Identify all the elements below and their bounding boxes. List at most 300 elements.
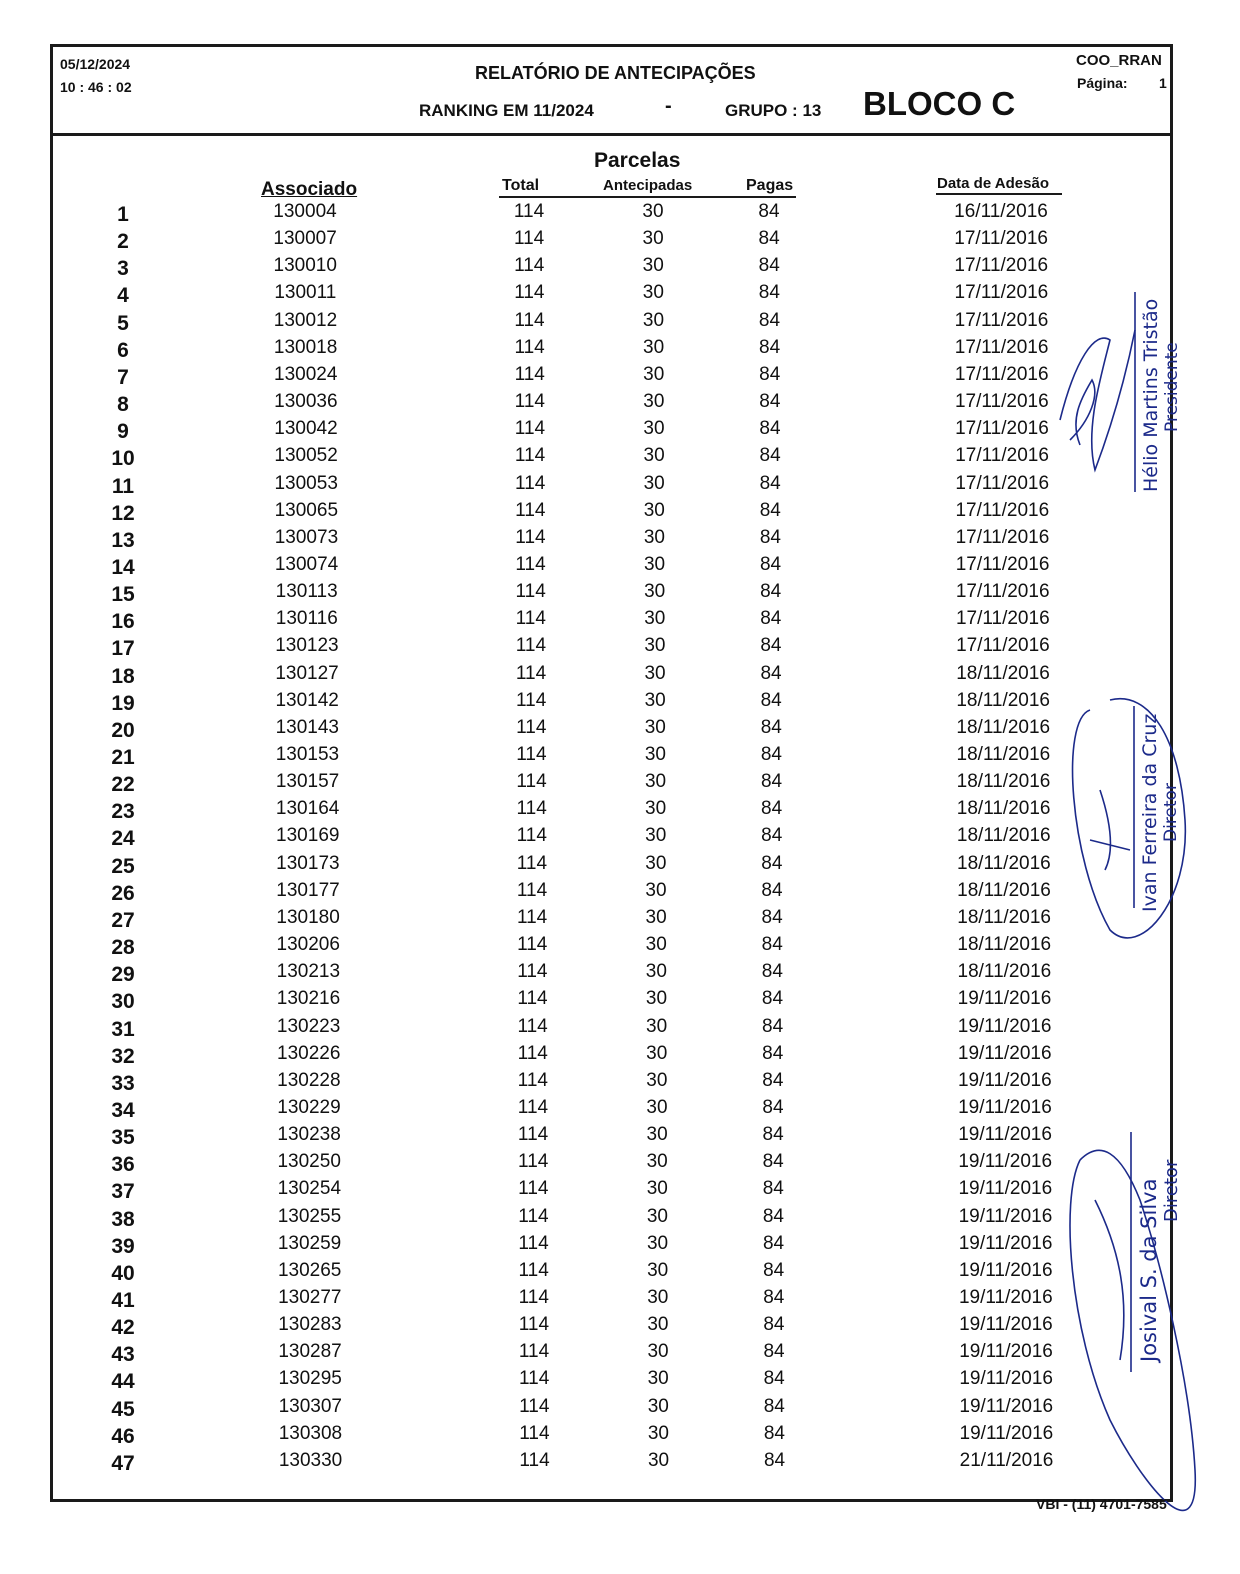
row-number: 4: [117, 284, 129, 308]
data-adesao-cell: 19/11/2016: [958, 1232, 1053, 1254]
pagas-cell: 84: [761, 879, 783, 901]
antecipadas-cell: 30: [645, 988, 668, 1010]
stamp-2-role: Diretor: [1161, 783, 1181, 842]
pagas-cell: 84: [762, 1096, 784, 1118]
row-number: 42: [111, 1316, 135, 1340]
row-number: 25: [111, 854, 135, 878]
total-cell: 114: [514, 309, 545, 331]
data-adesao-cell: 19/11/2016: [957, 1069, 1052, 1091]
total-cell: 114: [517, 1015, 548, 1037]
row-number: 31: [111, 1017, 135, 1041]
row-number: 1: [117, 203, 129, 226]
data-adesao-cell: 19/11/2016: [958, 1178, 1053, 1200]
report-code: COO_RRAN: [1076, 52, 1162, 69]
data-adesao-cell: 19/11/2016: [959, 1368, 1053, 1390]
antecipadas-cell: 30: [644, 635, 666, 657]
row-number: 45: [111, 1397, 135, 1421]
antecipadas-cell: 30: [645, 825, 667, 847]
total-cell: 114: [515, 499, 546, 521]
pagas-cell: 84: [758, 309, 781, 331]
data-adesao-cell: 18/11/2016: [956, 662, 1050, 684]
pagas-cell: 84: [762, 1232, 785, 1254]
total-cell: 114: [518, 1259, 549, 1281]
pagas-cell: 84: [760, 608, 782, 630]
total-cell: 114: [517, 1042, 548, 1064]
total-cell: 114: [516, 825, 547, 847]
pagas-cell: 84: [761, 988, 784, 1010]
antecipadas-cell: 30: [646, 1178, 668, 1200]
data-adesao-cell: 21/11/2016: [959, 1449, 1054, 1471]
data-adesao-cell: 17/11/2016: [955, 445, 1049, 467]
total-cell: 114: [518, 1178, 549, 1200]
data-adesao-cell: 17/11/2016: [955, 526, 1050, 548]
antecipadas-cell: 30: [643, 553, 666, 575]
pagas-cell: 84: [763, 1287, 785, 1308]
associado-cell: 130010: [273, 255, 337, 277]
total-cell: 114: [514, 336, 545, 358]
associado-cell: 130213: [276, 961, 341, 983]
row-number: 8: [117, 393, 129, 417]
associado-cell: 130127: [275, 662, 339, 684]
pagas-cell: 84: [760, 662, 782, 684]
total-cell: 114: [516, 744, 547, 765]
antecipadas-cell: 30: [647, 1314, 669, 1336]
row-number: 17: [111, 637, 135, 661]
antecipadas-cell: 30: [646, 1205, 668, 1227]
antecipadas-cell: 30: [642, 309, 665, 331]
associado-cell: 130169: [276, 825, 340, 847]
data-adesao-cell: 18/11/2016: [956, 825, 1051, 847]
row-number: 21: [111, 746, 135, 769]
associado-cell: 130073: [274, 526, 339, 548]
row-number: 28: [111, 936, 135, 960]
data-adesao-cell: 19/11/2016: [959, 1395, 1054, 1417]
antecipadas-cell: 30: [644, 689, 666, 711]
antecipadas-cell: 30: [645, 879, 667, 901]
associado-cell: 130259: [277, 1232, 342, 1254]
data-adesao-cell: 19/11/2016: [958, 1151, 1053, 1173]
associado-cell: 130283: [278, 1314, 342, 1336]
report-time: 10 : 46 : 02: [60, 79, 132, 95]
row-number: 2: [117, 230, 129, 254]
data-adesao-cell: 17/11/2016: [955, 608, 1050, 630]
row-number: 10: [111, 447, 135, 471]
data-adesao-cell: 18/11/2016: [957, 961, 1052, 983]
page-number: 1: [1159, 75, 1167, 91]
associado-cell: 130265: [277, 1259, 342, 1281]
pagas-cell: 84: [760, 581, 782, 603]
grupo-label: GRUPO : 13: [725, 101, 822, 120]
pagas-cell: 84: [762, 1124, 784, 1146]
pagas-cell: 84: [758, 228, 780, 250]
antecipadas-cell: 30: [646, 1232, 669, 1254]
data-adesao-cell: 17/11/2016: [954, 391, 1049, 413]
data-adesao-cell: 18/11/2016: [956, 771, 1051, 793]
antecipadas-cell: 30: [645, 934, 667, 956]
total-cell: 114: [518, 1287, 549, 1308]
associado-cell: 130036: [274, 391, 338, 413]
associado-cell: 130053: [274, 472, 338, 494]
associado-cell: 130011: [274, 282, 337, 304]
associado-cell: 130143: [275, 716, 339, 738]
pagas-cell: 84: [763, 1259, 785, 1281]
pagas-cell: 84: [762, 1178, 784, 1200]
total-cell: 114: [516, 906, 548, 928]
parcelas-header: Parcelas: [594, 149, 681, 172]
row-number: 3: [117, 257, 129, 281]
antecipadas-cell: 30: [644, 771, 667, 793]
row-number: 41: [111, 1289, 135, 1312]
data-adesao-cell: 17/11/2016: [954, 255, 1049, 277]
associado-cell: 130330: [278, 1449, 343, 1471]
antecipadas-cell: 30: [642, 255, 664, 277]
pagas-cell: 84: [763, 1368, 785, 1390]
associado-header: Associado: [261, 179, 358, 200]
data-adesao-cell: 18/11/2016: [957, 906, 1051, 928]
pagas-cell: 84: [761, 961, 783, 983]
row-number: 32: [111, 1044, 135, 1068]
associado-cell: 130123: [275, 635, 339, 657]
data-adesao-cell: 18/11/2016: [956, 716, 1051, 738]
data-adesao-cell: 19/11/2016: [958, 1259, 1053, 1281]
stamp-1-name: Hélio Martins Tristão: [1140, 298, 1162, 492]
ranking-label: RANKING EM 11/2024: [419, 101, 594, 120]
associado-cell: 130254: [277, 1178, 342, 1200]
row-number: 13: [111, 528, 135, 552]
total-cell: 114: [514, 445, 546, 467]
total-cell: 114: [519, 1449, 550, 1471]
associado-cell: 130012: [273, 309, 338, 331]
total-cell: 114: [519, 1395, 550, 1417]
associado-cell: 130065: [274, 499, 339, 521]
total-cell: 114: [515, 526, 546, 548]
total-cell: 114: [516, 852, 548, 874]
antecipadas-header: Antecipadas: [603, 177, 693, 194]
associado-cell: 130142: [275, 689, 339, 711]
total-cell: 114: [518, 1341, 550, 1363]
pagas-header: Pagas: [746, 177, 794, 194]
antecipadas-cell: 30: [646, 1042, 668, 1064]
total-cell: 114: [516, 798, 547, 820]
antecipadas-cell: 30: [647, 1259, 669, 1281]
associado-cell: 130116: [275, 608, 338, 630]
data-adesao-cell: 17/11/2016: [954, 363, 1049, 385]
associado-cell: 130307: [278, 1395, 342, 1417]
associado-cell: 130228: [277, 1069, 341, 1091]
row-number: 40: [111, 1261, 135, 1285]
total-cell: 114: [513, 201, 545, 222]
data-adesao-cell: 18/11/2016: [956, 689, 1050, 711]
data-adesao-cell: 17/11/2016: [955, 472, 1050, 494]
data-adesao-cell: 17/11/2016: [956, 635, 1050, 657]
pagas-cell: 84: [763, 1314, 785, 1336]
pagas-cell: 84: [759, 336, 781, 358]
pagas-cell: 84: [762, 1205, 784, 1227]
total-cell: 114: [517, 961, 548, 983]
row-number: 7: [117, 365, 129, 389]
total-cell: 114: [516, 771, 547, 793]
total-cell: 114: [515, 553, 546, 575]
total-cell: 114: [514, 363, 545, 385]
row-number: 43: [111, 1343, 135, 1367]
total-cell: 114: [517, 1096, 549, 1118]
row-number: 34: [111, 1098, 135, 1122]
pagas-cell: 84: [760, 689, 782, 711]
row-number: 24: [111, 827, 135, 851]
associado-cell: 130216: [276, 988, 341, 1010]
stamp-2-name: Ivan Ferreira da Cruz: [1139, 713, 1161, 912]
row-number: 44: [111, 1370, 135, 1394]
total-cell: 114: [514, 255, 545, 277]
row-number: 20: [111, 718, 135, 742]
row-number: 30: [111, 990, 135, 1014]
associado-cell: 130113: [275, 581, 338, 603]
antecipadas-cell: 30: [645, 961, 667, 983]
data-adesao-cell: 19/11/2016: [957, 988, 1052, 1010]
row-number: 36: [111, 1153, 135, 1177]
row-number: 12: [111, 501, 135, 525]
row-number: 9: [117, 420, 129, 444]
total-cell: 114: [513, 228, 545, 250]
data-adesao-cell: 17/11/2016: [955, 553, 1050, 575]
antecipadas-cell: 30: [646, 1124, 668, 1146]
row-number: 35: [111, 1126, 135, 1150]
data-adesao-cell: 19/11/2016: [958, 1287, 1053, 1308]
associado-cell: 130007: [273, 228, 337, 250]
row-number: 26: [111, 881, 135, 905]
antecipadas-cell: 30: [644, 608, 666, 630]
antecipadas-cell: 30: [642, 282, 664, 304]
data-adesao-cell: 17/11/2016: [954, 309, 1049, 331]
total-cell: 114: [515, 581, 546, 603]
data-adesao-cell: 17/11/2016: [955, 499, 1050, 521]
row-number: 29: [111, 963, 135, 987]
pagas-cell: 84: [760, 771, 783, 793]
pagas-cell: 84: [761, 906, 783, 928]
total-cell: 114: [519, 1368, 550, 1390]
associado-cell: 130180: [276, 906, 340, 928]
antecipadas-cell: 30: [646, 1151, 668, 1173]
total-header: Total: [502, 177, 540, 194]
antecipadas-cell: 30: [645, 798, 667, 820]
total-cell: 114: [515, 662, 547, 684]
associado-cell: 130177: [276, 879, 340, 901]
associado-cell: 130024: [274, 363, 338, 385]
pagas-cell: 84: [758, 255, 780, 277]
antecipadas-cell: 30: [647, 1422, 669, 1444]
total-cell: 114: [514, 391, 545, 413]
antecipadas-cell: 30: [644, 662, 666, 684]
associado-cell: 130042: [274, 418, 338, 440]
total-cell: 114: [517, 1124, 549, 1146]
data-adesao-cell: 17/11/2016: [954, 228, 1048, 250]
stamp-3: [1137, 1160, 1182, 1362]
pagas-cell: 84: [759, 391, 781, 413]
total-cell: 114: [518, 1205, 549, 1227]
row-number: 27: [111, 908, 135, 932]
associado-cell: 130295: [278, 1368, 342, 1390]
associado-cell: 130074: [274, 553, 339, 575]
total-cell: 114: [516, 716, 547, 738]
row-number: 5: [117, 311, 129, 335]
stamp-3-name: Josival S. da Silva: [1137, 1178, 1161, 1362]
pagas-cell: 84: [761, 798, 783, 820]
page-label: Página:: [1077, 75, 1128, 91]
antecipadas-cell: 30: [647, 1395, 669, 1417]
bloco-label: BLOCO C: [863, 85, 1016, 122]
associado-cell: 130229: [277, 1096, 341, 1118]
signature-1: [1060, 330, 1135, 470]
stamp-3-role: Diretor: [1161, 1159, 1182, 1222]
data-adesao-cell: 17/11/2016: [954, 336, 1049, 358]
associado-cell: 130226: [277, 1042, 341, 1064]
row-number: 18: [111, 664, 135, 688]
pagas-cell: 84: [762, 1015, 784, 1037]
data-adesao-cell: 18/11/2016: [956, 744, 1051, 765]
total-cell: 114: [517, 1069, 548, 1091]
antecipadas-cell: 30: [643, 526, 665, 548]
associado-cell: 130157: [275, 771, 340, 793]
antecipadas-cell: 30: [643, 391, 665, 413]
row-number: 33: [111, 1071, 135, 1095]
data-adesao-cell: 17/11/2016: [954, 282, 1049, 304]
associado-cell: 130206: [276, 934, 340, 956]
row-number: 11: [111, 474, 135, 498]
data-adesao-header: Data de Adesão: [937, 175, 1049, 192]
total-cell: 114: [518, 1151, 549, 1173]
footer-contact: VBI - (11) 4701-7585: [1036, 1496, 1167, 1512]
pagas-cell: 84: [759, 553, 782, 575]
pagas-cell: 84: [760, 635, 782, 657]
total-cell: 114: [514, 282, 545, 304]
antecipadas-cell: 30: [643, 336, 665, 358]
data-adesao-cell: 18/11/2016: [957, 879, 1051, 901]
antecipadas-cell: 30: [643, 499, 665, 521]
row-number: 6: [117, 338, 129, 362]
associado-cell: 130223: [276, 1015, 341, 1037]
antecipadas-cell: 30: [644, 744, 666, 765]
total-cell: 114: [515, 472, 546, 494]
stamp-1: [1140, 299, 1182, 492]
row-number: 47: [111, 1451, 135, 1475]
pagas-cell: 84: [758, 282, 780, 304]
associado-cell: 130287: [278, 1341, 342, 1363]
data-adesao-cell: 19/11/2016: [958, 1096, 1052, 1118]
total-cell: 114: [516, 879, 548, 901]
associado-cell: 130173: [276, 852, 340, 874]
associado-cell: 130277: [278, 1287, 342, 1308]
row-number: 22: [111, 773, 135, 797]
pagas-cell: 84: [759, 526, 781, 548]
pagas-cell: 84: [763, 1395, 785, 1417]
data-adesao-cell: 19/11/2016: [959, 1314, 1053, 1336]
row-number: 38: [111, 1207, 135, 1231]
pagas-cell: 84: [759, 445, 781, 467]
total-cell: 114: [515, 635, 547, 657]
antecipadas-cell: 30: [644, 716, 666, 738]
data-adesao-cell: 19/11/2016: [957, 1042, 1052, 1064]
associado-cell: 130238: [277, 1124, 341, 1146]
antecipadas-cell: 30: [647, 1341, 669, 1363]
row-number: 37: [111, 1180, 135, 1204]
stamp-1-role: Presidente: [1162, 342, 1182, 432]
total-cell: 114: [514, 418, 546, 440]
associado-cell: 130018: [273, 336, 338, 358]
antecipadas-cell: 30: [647, 1449, 670, 1471]
data-adesao-cell: 19/11/2016: [958, 1124, 1052, 1146]
total-cell: 114: [518, 1232, 549, 1254]
row-number: 16: [111, 610, 135, 634]
data-adesao-cell: 18/11/2016: [957, 852, 1051, 874]
antecipadas-cell: 30: [646, 1015, 668, 1037]
associado-cell: 130308: [278, 1422, 343, 1444]
pagas-cell: 84: [761, 825, 783, 847]
row-number: 14: [111, 555, 135, 579]
pagas-cell: 84: [763, 1449, 786, 1471]
total-cell: 114: [517, 988, 548, 1010]
row-number: 15: [111, 583, 135, 607]
antecipadas-cell: 30: [643, 363, 665, 385]
associado-cell: 130004: [273, 201, 337, 222]
antecipadas-cell: 30: [643, 445, 665, 467]
antecipadas-cell: 30: [646, 1069, 668, 1091]
stamp-2: [1139, 714, 1181, 912]
pagas-cell: 84: [763, 1341, 785, 1363]
pagas-cell: 84: [762, 1042, 784, 1064]
antecipadas-cell: 30: [647, 1287, 669, 1308]
pagas-cell: 84: [759, 499, 781, 521]
associado-cell: 130164: [275, 798, 340, 820]
data-adesao-cell: 19/11/2016: [959, 1341, 1053, 1363]
pagas-cell: 84: [762, 1151, 784, 1173]
total-cell: 114: [515, 608, 546, 630]
pagas-cell: 84: [759, 472, 781, 494]
pagas-cell: 84: [762, 1069, 784, 1091]
associado-cell: 130052: [274, 445, 338, 467]
antecipadas-cell: 30: [647, 1368, 669, 1390]
antecipadas-cell: 30: [645, 906, 667, 928]
pagas-cell: 84: [759, 418, 781, 440]
row-number: 19: [111, 691, 135, 715]
antecipadas-cell: 30: [643, 418, 665, 440]
total-cell: 114: [518, 1314, 550, 1336]
total-cell: 114: [517, 934, 548, 956]
pagas-cell: 84: [761, 934, 783, 956]
antecipadas-cell: 30: [646, 1096, 668, 1118]
total-cell: 114: [519, 1422, 550, 1444]
pagas-cell: 84: [759, 363, 781, 385]
data-adesao-cell: 18/11/2016: [957, 934, 1052, 956]
data-adesao-cell: 16/11/2016: [954, 201, 1048, 222]
antecipadas-cell: 30: [642, 201, 664, 222]
total-cell: 114: [516, 689, 547, 711]
antecipadas-cell: 30: [642, 228, 664, 250]
pagas-cell: 84: [761, 852, 783, 874]
data-adesao-cell: 19/11/2016: [958, 1205, 1053, 1227]
data-adesao-cell: 17/11/2016: [955, 581, 1050, 603]
report-title: RELATÓRIO DE ANTECIPAÇÕES: [475, 63, 756, 83]
associado-cell: 130153: [275, 744, 340, 765]
row-number: 23: [111, 800, 135, 824]
row-number: 39: [111, 1234, 135, 1258]
report-date: 05/12/2024: [60, 56, 131, 72]
pagas-cell: 84: [763, 1422, 785, 1444]
data-adesao-cell: 18/11/2016: [956, 798, 1051, 820]
pagas-cell: 84: [760, 716, 782, 738]
antecipadas-cell: 30: [645, 852, 667, 874]
data-adesao-cell: 17/11/2016: [955, 418, 1049, 440]
pagas-cell: 84: [760, 744, 782, 765]
